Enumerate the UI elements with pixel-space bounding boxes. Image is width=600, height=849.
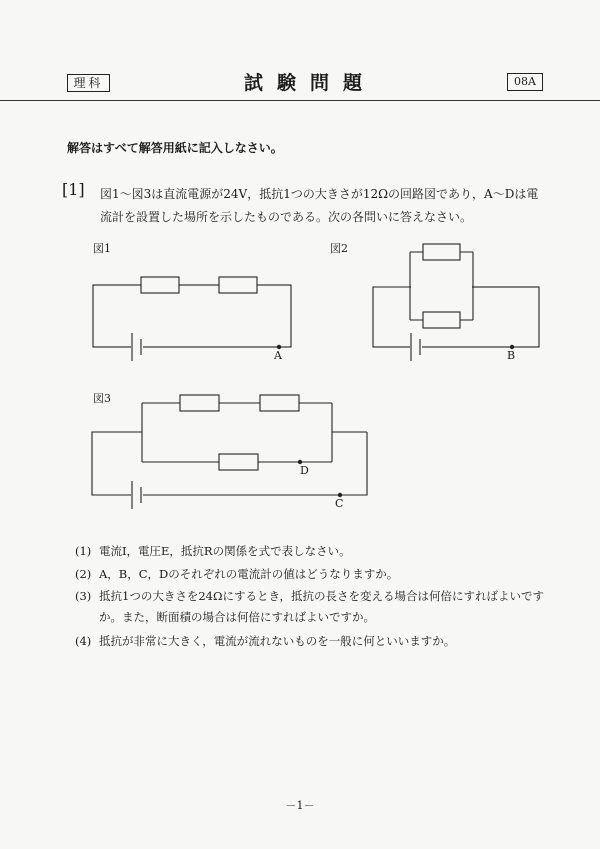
subquestion-1-number: (1): [75, 544, 92, 558]
circuit-figure-2: [373, 244, 539, 361]
point-a-label: A: [274, 349, 282, 362]
fig3-resistor-bottom: [219, 454, 258, 470]
figure-1-label: 図1: [93, 242, 111, 255]
question-number: [1]: [62, 180, 85, 199]
point-d-label: D: [300, 464, 309, 477]
fig3-resistor-top-1: [180, 395, 219, 411]
subquestion-2-text: A，B，C，Dのそれぞれの電流計の値はどうなりますか。: [99, 567, 399, 581]
subquestion-4: [75, 631, 555, 652]
subject-label: 理科: [67, 74, 110, 92]
point-c-label: C: [335, 497, 344, 510]
fig1-wire-loop: [93, 285, 291, 347]
subquestion-3-text: 抵抗1つの大きさを24Ωにするとき，抵抗の長さを変える場合は何倍にすればよいです: [99, 589, 545, 603]
circuit-figure-1: [93, 277, 291, 361]
subquestion-3: [75, 586, 555, 628]
point-b-label: B: [507, 349, 516, 362]
subquestion-4-number: (4): [75, 634, 92, 648]
instruction-text: 解答はすべて解答用紙に記入しなさい。: [67, 141, 283, 155]
fig1-resistor-2: [219, 277, 257, 293]
subquestion-2: [75, 564, 555, 585]
fig3-resistor-top-2: [260, 395, 299, 411]
question-text: 図1～図3は直流電源が24V，抵抗1つの大きさが12Ωの回路図であり，A～Dは電流計を設置した場所を示したものである。次の各問いに答えなさい。: [100, 187, 539, 224]
figure-3-label: 図3: [93, 392, 111, 405]
exam-title: 試験問題: [243, 72, 376, 94]
circuit-figure-3: [92, 395, 367, 509]
subquestion-3-continuation: か。また，断面積の場合は何倍にすればよいですか。: [99, 610, 375, 624]
fig1-resistor-1: [141, 277, 179, 293]
subquestion-1: [75, 541, 555, 562]
subquestion-1-text: 電流I，電圧E，抵抗Rの関係を式で表しなさい。: [99, 544, 351, 558]
subquestion-4-text: 抵抗が非常に大きく，電流が流れないものを一般に何といいますか。: [99, 634, 456, 648]
figure-2-label: 図2: [330, 242, 348, 255]
exam-code: 08A: [507, 73, 543, 91]
fig2-resistor-top: [423, 244, 460, 260]
subquestion-2-number: (2): [75, 567, 92, 581]
fig2-resistor-bottom: [423, 312, 460, 328]
page-number: －1－: [285, 799, 315, 812]
subquestion-3-number: (3): [75, 589, 92, 603]
